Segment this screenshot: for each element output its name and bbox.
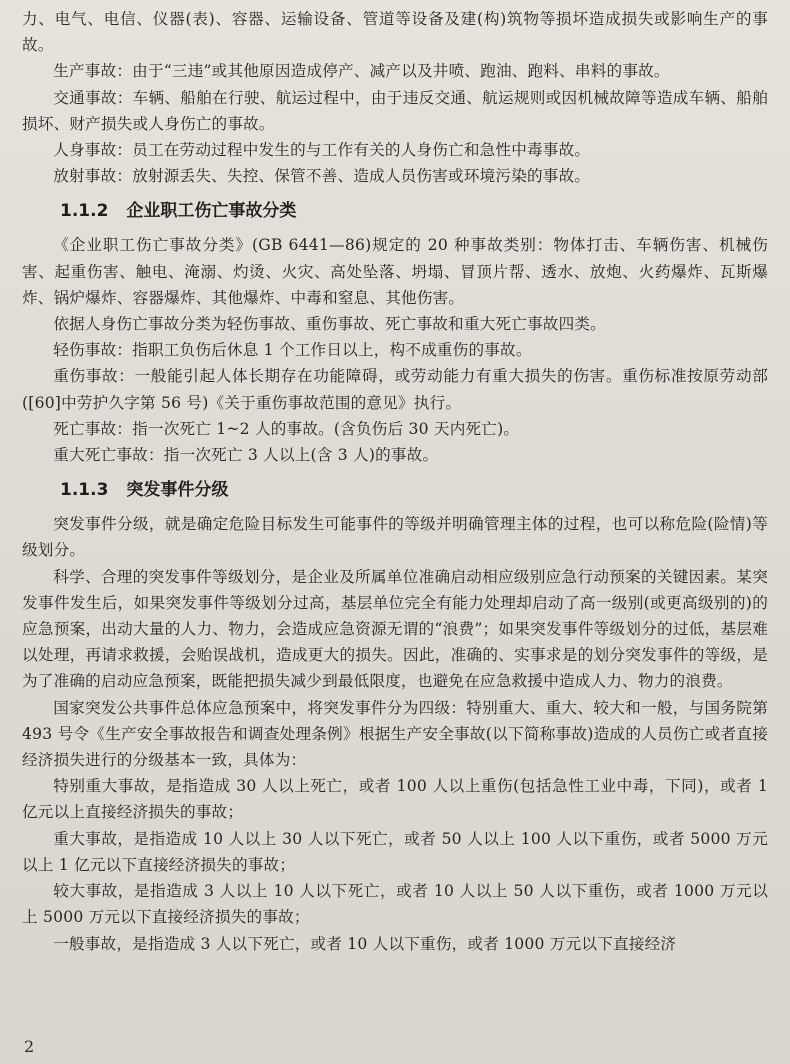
- paragraph: 重伤事故：一般能引起人体长期存在功能障碍，或劳动能力有重大损失的伤害。重伤标准按原劳动部([60]中劳护久字第 56 号)《关于重伤事故范围的意见》执行。: [22, 367, 768, 412]
- paragraph: 重大死亡事故：指一次死亡 3 人以上(含 3 人)的事故。: [53, 446, 439, 465]
- section-title: 突发事件分级: [126, 480, 229, 501]
- paragraph: 依据人身伤亡事故分类为轻伤事故、重伤事故、死亡事故和重大死亡事故四类。: [53, 315, 606, 334]
- section-heading-1-1-2: [22, 198, 768, 224]
- paragraph: 突发事件分级，就是确定危险目标发生可能事件的等级并明确管理主体的过程，也可以称危险(险情)等级划分。: [22, 515, 768, 560]
- paragraph: 死亡事故：指一次死亡 1~2 人的事故。(含负伤后 30 天内死亡)。: [53, 419, 520, 438]
- paragraph: 人身事故：员工在劳动过程中发生的与工作有关的人身伤亡和急性中毒事故。: [53, 141, 591, 160]
- page-number: 2: [24, 1037, 35, 1056]
- paragraph: 较大事故，是指造成 3 人以上 10 人以下死亡，或者 10 人以上 50 人以下重伤，或者 1000 万元以上 5000 万元以下直接经济损失的事故；: [22, 882, 768, 927]
- paragraph: 《企业职工伤亡事故分类》(GB 6441—86)规定的 20 种事故类别：物体打击、车辆伤害、机械伤害、起重伤害、触电、淹溺、灼烫、火灾、高处坠落、坍塌、冒顶片帮、透水、放炮、火药爆炸、瓦斯爆炸、锅炉爆炸、容器爆炸、其他爆炸、中毒和窒息、其他伤害。: [22, 236, 768, 307]
- paragraph: 交通事故：车辆、船舶在行驶、航运过程中，由于违反交通、航运规则或因机械故障等造成车辆、船舶损坏、财产损失或人身伤亡的事故。: [22, 88, 768, 133]
- paragraph: 生产事故：由于“三违”或其他原因造成停产、减产以及井喷、跑油、跑料、串料的事故。: [53, 62, 670, 81]
- paragraph: 科学、合理的突发事件等级划分，是企业及所属单位准确启动相应级别应急行动预案的关键因素。某突发事件发生后，如果突发事件等级划分过高，基层单位完全有能力处理却启动了高一级别(或更高级别的)的应急预案，出动大量的人力、物力，会造成应急资源无谓的“浪费”；如果突发事件等级划分的过低，基层难以处理，再请求救援，会贻误战机，造成更大的损失。因此，准确的、实事求是的划分突发事件的等级，是为了准确的启动应急预案，既能把损失减少到最低限度，也避免在应急救援中造成人力、物力的浪费。: [22, 567, 768, 691]
- paragraph: 力、电气、电信、仪器(表)、容器、运输设备、管道等设备及建(构)筑物等损坏造成损失或影响生产的事故。: [22, 10, 768, 55]
- paragraph: 一般事故，是指造成 3 人以下死亡，或者 10 人以下重伤，或者 1000 万元以下直接经济: [53, 934, 677, 953]
- paragraph: 重大事故，是指造成 10 人以上 30 人以下死亡，或者 50 人以上 100 人以下重伤，或者 5000 万元以上 1 亿元以下直接经济损失的事故；: [22, 829, 768, 874]
- section-number: 1.1.3: [60, 480, 109, 501]
- paragraph: 特别重大事故，是指造成 30 人以上死亡，或者 100 人以上重伤(包括急性工业中毒，下同)，或者 1 亿元以上直接经济损失的事故；: [22, 777, 768, 822]
- paragraph: 国家突发公共事件总体应急预案中，将突发事件分为四级：特别重大、重大、较大和一般，与国务院第 493 号令《生产安全事故报告和调查处理条例》根据生产安全事故(以下简称事故)造成的人员伤亡或者直接经济损失进行的分级基本一致，具体为：: [22, 698, 768, 770]
- section-heading-1-1-3: [22, 477, 768, 503]
- page-content: [22, 6, 768, 957]
- section-number: 1.1.2: [60, 201, 109, 222]
- paragraph: 放射事故：放射源丢失、失控、保管不善、造成人员伤害或环境污染的事故。: [53, 167, 591, 186]
- section-title: 企业职工伤亡事故分类: [126, 201, 297, 222]
- paragraph: 轻伤事故：指职工负伤后休息 1 个工作日以上，构不成重伤的事故。: [53, 341, 532, 360]
